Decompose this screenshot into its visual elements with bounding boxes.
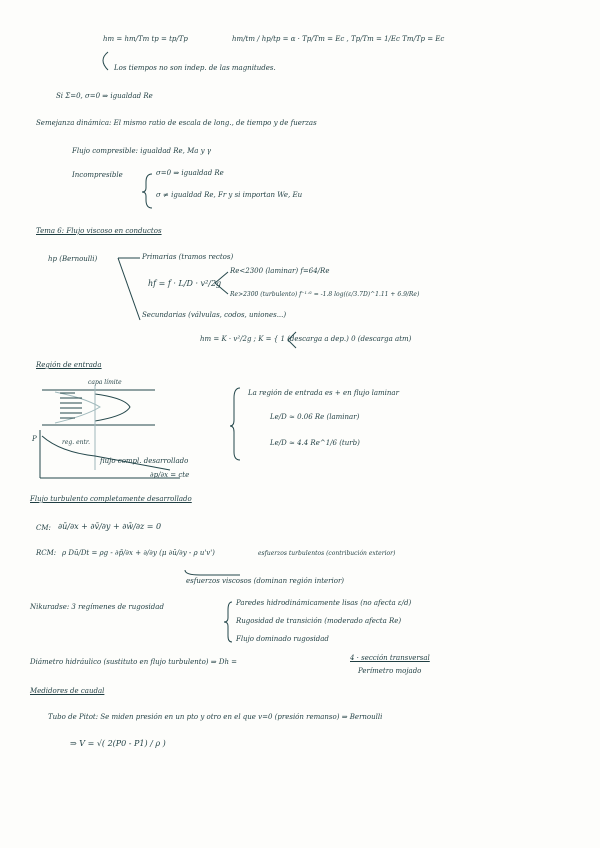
laminar-length: Le/D ≈ 0.06 Re (laminar): [270, 413, 360, 421]
entrada-text: La región de entrada es + en flujo laminar: [248, 389, 399, 397]
entrada-title: Región de entrada: [36, 361, 102, 369]
fraction-chain: hm/tm / hp/tp = α · Tp/Tm = Ec , Tp/Tm = 1/Ec Tm/Tp = Ec: [232, 35, 445, 43]
hm-equation: hm = K · v²/2g ; K = { 1 (descarga a dep.) 0 (descarga atm): [200, 335, 412, 343]
incompresible-label: Incompresible: [72, 171, 123, 179]
hp-label: hp (Bernoulli): [48, 255, 98, 263]
rcm-equation: ρ Dū/Dt = ρg - ∂p̄/∂x + ∂/∂y (μ ∂ū/∂y - ρ u'v'): [62, 549, 215, 557]
incompresible-case1: σ=0 ⇒ igualdad Re: [156, 169, 224, 177]
viscous-underbrace: [185, 570, 240, 575]
dh-denominator: Perímetro mojado: [358, 667, 422, 675]
cm-label: CM:: [36, 524, 51, 532]
hf-equation: hf = f · L/D · v²/2g: [148, 279, 222, 288]
rcm-label: RCM:: [36, 549, 57, 557]
nikuradse-brace: [224, 602, 232, 642]
regime-2: Rugosidad de transición (moderado afecta Re): [236, 617, 402, 625]
developed-profile: [95, 394, 130, 421]
incompressible-brace: [142, 174, 152, 208]
reg-entrada-label: reg. entr.: [62, 439, 91, 446]
pitot-equation: ⇒ V = √( 2(P0 - P1) / ρ ): [70, 739, 166, 748]
regime-1: Paredes hidrodinámicamente lisas (no afecta ε/d): [236, 599, 412, 607]
diametro-line: Diámetro hidráulico (sustituto en flujo turbulento) ⇒ Dh =: [30, 658, 238, 666]
incompresible-case2: σ ≠ igualdad Re, Fr y si importan We, Eu: [156, 191, 303, 199]
medidores-title: Medidores de caudal: [30, 687, 105, 695]
tema-title: Tema 6: Flujo viscoso en conductos: [36, 227, 162, 235]
cm-equation: ∂ū/∂x + ∂v̄/∂y + ∂w̄/∂z = 0: [58, 522, 162, 531]
nikuradse-line: Nikuradse: 3 regímenes de rugosidad: [30, 603, 164, 611]
hook-arrow: [103, 52, 108, 70]
branch-line-secundarias: [118, 258, 140, 320]
compresible-line: Flujo compresible: igualdad Re, Ma y γ: [72, 147, 212, 155]
regime-3: Flujo dominado rugosidad: [236, 635, 329, 643]
p-axis-label: P: [32, 435, 37, 443]
condition-line: Si Σ=0, σ=0 ⇒ igualdad Re: [56, 92, 153, 100]
entrance-brace: [230, 388, 240, 460]
developed-label: flujo compl. desarrollado: [100, 457, 189, 465]
times-note: Los tiempos no son indep. de las magnitudes.: [114, 64, 276, 72]
semejanza-heading: Semejanza dinámica: El mismo ratio de escala de long., de tiempo y de fuerzas: [36, 119, 317, 127]
capa-limite-label: capa límite: [88, 379, 122, 386]
turbulento-title: Flujo turbulento completamente desarrollado: [30, 495, 192, 503]
ratios-line: hm = hm/Tm tp = tp/Tp: [103, 35, 188, 43]
viscous-note: esfuerzos viscosos (dominan región interior): [186, 577, 345, 585]
secundarias-label: Secundarias (válvulas, codos, uniones...): [142, 311, 287, 319]
turbulent-length: Le/D ≈ 4.4 Re^1/6 (turb): [270, 439, 360, 447]
laminar-case: Re<2300 (laminar) f=64/Re: [230, 267, 330, 275]
pitot-line: Tubo de Pitot: Se miden presión en un pto y otro en el que v=0 (presión remanso) ⇒ Bernoulli: [48, 713, 383, 721]
pressure-gradient: ∂p/∂x = cte: [150, 471, 190, 479]
turbulent-case: Re>2300 (turbulento) f⁻¹ᐟ² = -1.8 log((ε/3.7D)^1.11 + 6.9/Re): [230, 291, 420, 298]
dh-numerator: 4 · sección transversal: [350, 654, 430, 662]
rcm-note: esfuerzos turbulentos (contribución exterior): [258, 550, 396, 557]
primarias-label: Primarias (tramos rectos): [142, 253, 234, 261]
